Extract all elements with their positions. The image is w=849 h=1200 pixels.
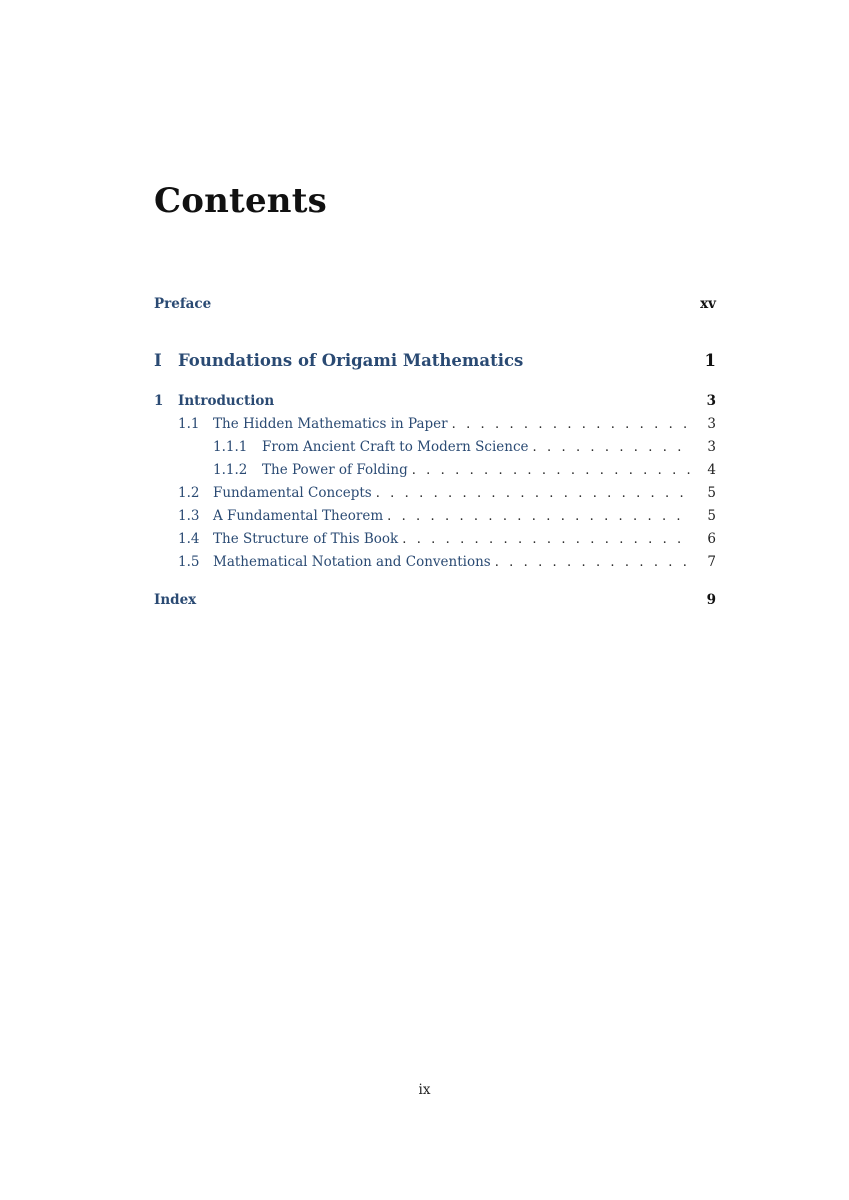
toc-entry-number: 1.1: [178, 416, 200, 432]
dot-leader: [452, 417, 690, 432]
toc-entry-page: 7: [707, 554, 716, 570]
toc-entry-label[interactable]: The Structure of This Book: [213, 531, 399, 547]
dot-leader: [495, 555, 690, 570]
page-number-footer: ix: [418, 1082, 431, 1098]
toc-entry-subsection[interactable]: [213, 462, 716, 478]
toc-entry-page: 5: [707, 508, 716, 524]
toc-entry-section[interactable]: [178, 416, 716, 432]
toc-entry-chapter[interactable]: [154, 393, 716, 409]
toc-entry-number: 1.4: [178, 531, 200, 547]
toc-entry-label[interactable]: Mathematical Notation and Conventions: [213, 554, 491, 570]
toc-entry-part[interactable]: [154, 351, 716, 373]
toc-entry-label[interactable]: A Fundamental Theorem: [213, 508, 384, 524]
toc-entry-number: I: [154, 351, 162, 370]
toc-entry-page: 6: [707, 531, 716, 547]
toc-entry-page: xv: [700, 296, 716, 312]
toc-entry-section[interactable]: [178, 554, 716, 570]
toc-entry-page: 9: [706, 592, 716, 608]
dot-leader: [376, 486, 690, 501]
page-title: Contents: [154, 181, 327, 221]
dot-leader: [387, 509, 690, 524]
toc-entry-label[interactable]: Preface: [154, 296, 212, 312]
toc-entry-section[interactable]: [178, 508, 716, 524]
toc-entry-page: 3: [706, 393, 716, 409]
toc-entry-page: 3: [707, 416, 716, 432]
dot-leader: [412, 463, 690, 478]
toc-entry-number: 1.2: [178, 485, 200, 501]
toc-entry-number: 1.1.1: [213, 439, 248, 455]
toc-entry-label[interactable]: From Ancient Craft to Modern Science: [262, 439, 529, 455]
toc-entry-number: 1.5: [178, 554, 200, 570]
toc-entry-page: 1: [704, 351, 716, 370]
toc-entry-number: 1.3: [178, 508, 200, 524]
toc-entry-label[interactable]: Introduction: [178, 393, 275, 409]
toc-entry-subsection[interactable]: [213, 439, 716, 455]
toc-entry-page: 3: [707, 439, 716, 455]
toc-entry-section[interactable]: [178, 485, 716, 501]
toc-entry-number: 1.1.2: [213, 462, 248, 478]
toc-entry-label[interactable]: Index: [154, 592, 197, 608]
toc-entry-label[interactable]: The Hidden Mathematics in Paper: [213, 416, 448, 432]
toc-entry-label[interactable]: Fundamental Concepts: [213, 485, 372, 501]
toc-entry-page: 5: [707, 485, 716, 501]
dot-leader: [533, 440, 690, 455]
toc-entry-section[interactable]: [178, 531, 716, 547]
toc-entry-page: 4: [707, 462, 716, 478]
dot-leader: [402, 532, 690, 547]
toc-entry-index[interactable]: [154, 592, 716, 608]
toc-entry-preface[interactable]: [154, 296, 716, 312]
toc-entry-label[interactable]: The Power of Folding: [262, 462, 408, 478]
toc-entry-number: 1: [154, 393, 164, 409]
toc-entry-label[interactable]: Foundations of Origami Mathematics: [178, 351, 524, 370]
